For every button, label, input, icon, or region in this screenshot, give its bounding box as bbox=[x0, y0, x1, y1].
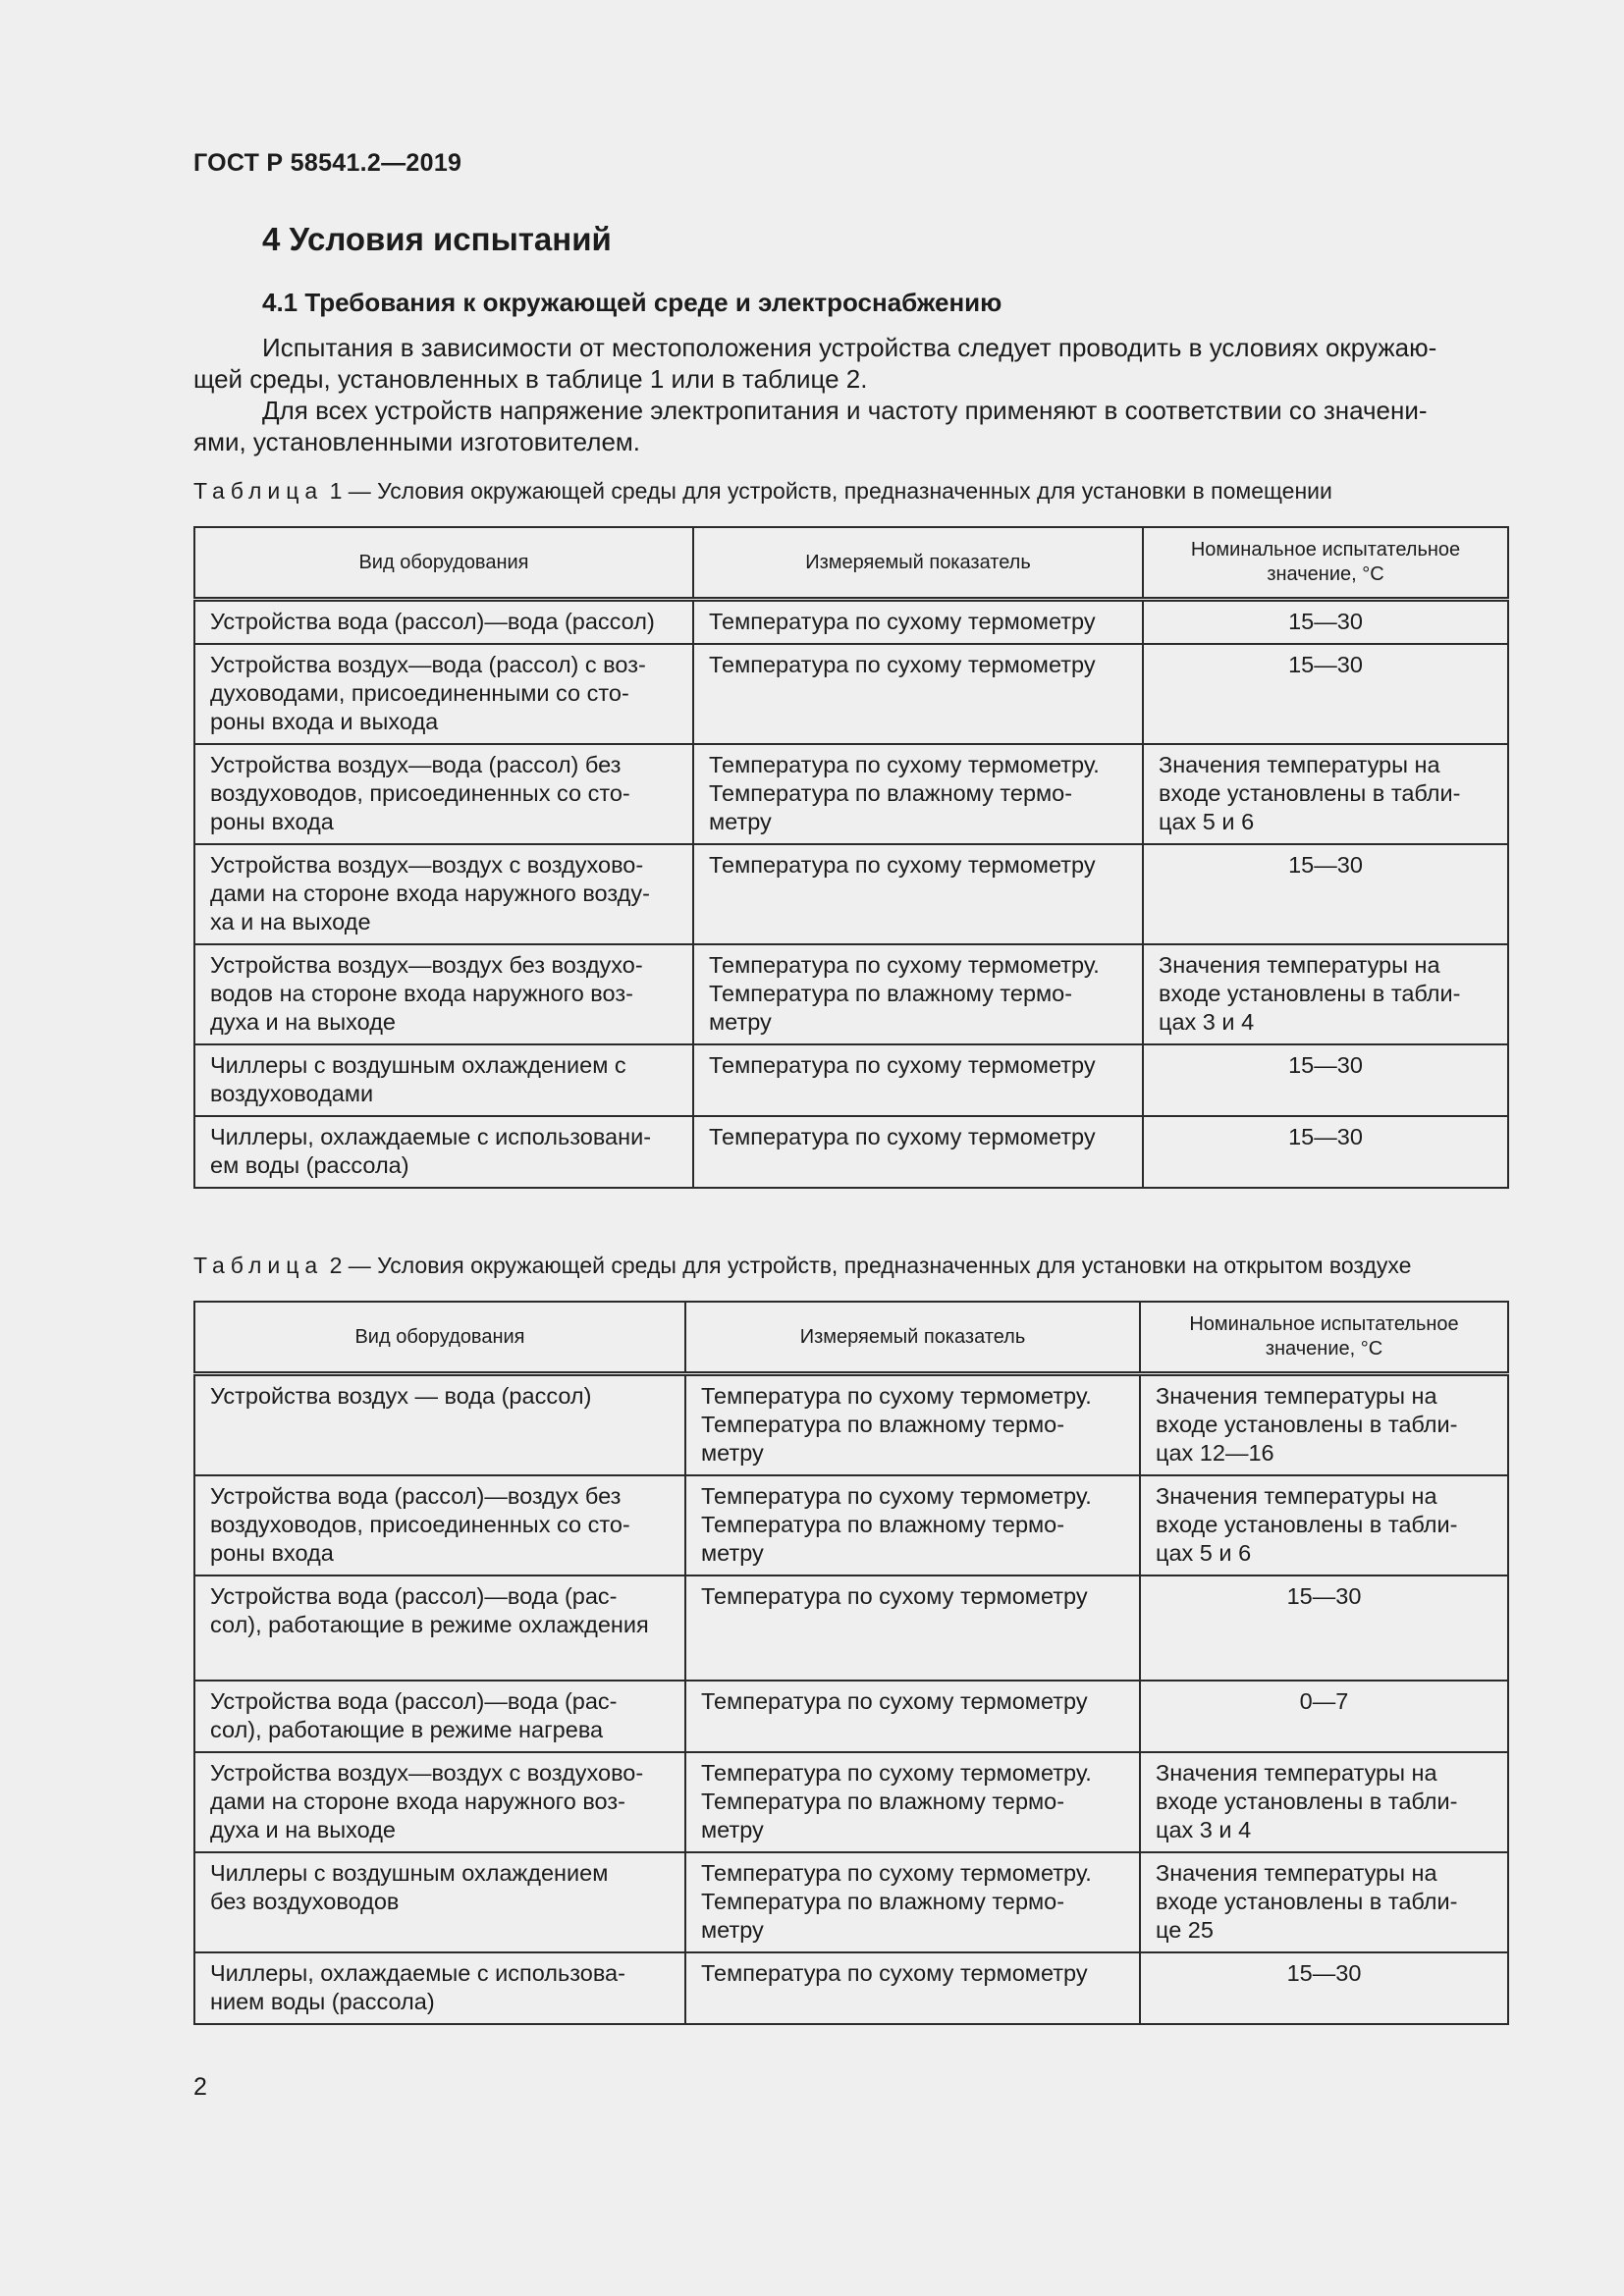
table-row bbox=[194, 1852, 1508, 1952]
equipment-cell bbox=[194, 1116, 693, 1188]
cell-line: 15—30 bbox=[1288, 852, 1363, 878]
paragraph-test-location bbox=[193, 332, 1507, 395]
cell-line: 15—30 bbox=[1288, 652, 1363, 677]
cell-line: метру bbox=[701, 1817, 764, 1842]
cell-line: Температура по влажному термо- bbox=[709, 780, 1073, 806]
cell-line: роны входа и выхода bbox=[210, 709, 439, 734]
paragraph-line: Для всех устройств напряжение электропитания и частоту применяют в соответствии со значени- bbox=[262, 396, 1428, 425]
table-row bbox=[194, 1681, 1508, 1752]
cell-line: метру bbox=[701, 1440, 764, 1466]
cell-line: метру bbox=[709, 809, 772, 834]
parameter-cell bbox=[693, 744, 1143, 844]
paragraph-line: щей среды, установленных в таблице 1 или в таблице 2. bbox=[193, 364, 868, 394]
document-code: ГОСТ Р 58541.2—2019 bbox=[193, 149, 462, 177]
equipment-cell bbox=[194, 1374, 685, 1476]
value-cell bbox=[1143, 944, 1508, 1044]
cell-line: входе установлены в табли- bbox=[1156, 1789, 1458, 1814]
cell-line: Температура по сухому термометру. bbox=[709, 952, 1100, 978]
cell-line: воздуховодами bbox=[210, 1081, 374, 1106]
cell-line: Температура по сухому термометру. bbox=[701, 1383, 1092, 1409]
parameter-cell bbox=[685, 1374, 1140, 1476]
cell-line: цах 5 и 6 bbox=[1156, 1540, 1252, 1566]
cell-line: дами на стороне входа наружного воз- bbox=[210, 1789, 625, 1814]
value-cell bbox=[1140, 1852, 1508, 1952]
cell-line: духа и на выходе bbox=[210, 1817, 396, 1842]
cell-line: 0—7 bbox=[1299, 1688, 1349, 1714]
cell-line: Чиллеры с воздушным охлаждением с bbox=[210, 1052, 626, 1078]
cell-line: Устройства воздух—воздух с воздухово- bbox=[210, 1760, 644, 1786]
equipment-cell bbox=[194, 844, 693, 944]
value-cell bbox=[1140, 1752, 1508, 1852]
cell-line: Устройства воздух—воздух с воздухово- bbox=[210, 852, 644, 878]
cell-line: Температура по сухому термометру bbox=[701, 1688, 1088, 1714]
table-label: Таблица bbox=[193, 478, 324, 504]
column-header-parameter: Измеряемый показатель bbox=[693, 527, 1143, 600]
equipment-cell bbox=[194, 1952, 685, 2024]
cell-line: цах 3 и 4 bbox=[1156, 1817, 1252, 1842]
cell-line: Температура по сухому термометру bbox=[709, 852, 1096, 878]
value-cell bbox=[1140, 1475, 1508, 1575]
cell-line: входе установлены в табли- bbox=[1156, 1889, 1458, 1914]
cell-line: 15—30 bbox=[1288, 1124, 1363, 1149]
value-cell bbox=[1140, 1952, 1508, 2024]
table-row bbox=[194, 1752, 1508, 1852]
cell-line: Температура по сухому термометру bbox=[709, 609, 1096, 634]
cell-line: духа и на выходе bbox=[210, 1009, 396, 1035]
table-label: Таблица bbox=[193, 1253, 324, 1278]
table2-caption bbox=[193, 1253, 1514, 1279]
table-row bbox=[194, 600, 1508, 645]
column-header-value: Номинальное испытательное значение, °С bbox=[1140, 1302, 1508, 1374]
cell-line: Температура по сухому термометру bbox=[709, 1124, 1096, 1149]
cell-line: входе установлены в табли- bbox=[1159, 780, 1461, 806]
cell-line: воздуховодов, присоединенных со сто- bbox=[210, 780, 630, 806]
cell-line: метру bbox=[701, 1917, 764, 1943]
parameter-cell bbox=[693, 944, 1143, 1044]
cell-line: Температура по сухому термометру. bbox=[709, 752, 1100, 777]
table2-outdoor-conditions bbox=[193, 1301, 1509, 2025]
cell-line: Температура по сухому термометру bbox=[709, 652, 1096, 677]
table-body bbox=[194, 1374, 1508, 2025]
parameter-cell bbox=[685, 1852, 1140, 1952]
cell-line: входе установлены в табли- bbox=[1156, 1412, 1458, 1437]
subsection-title: 4.1 Требования к окружающей среде и электроснабжению bbox=[262, 288, 1002, 317]
equipment-cell bbox=[194, 944, 693, 1044]
cell-line: дами на стороне входа наружного возду- bbox=[210, 881, 650, 906]
cell-line: Устройства вода (рассол)—вода (рас- bbox=[210, 1688, 618, 1714]
cell-line: Значения температуры на bbox=[1159, 952, 1440, 978]
equipment-cell bbox=[194, 1044, 693, 1116]
value-cell bbox=[1143, 844, 1508, 944]
parameter-cell bbox=[693, 644, 1143, 744]
equipment-cell bbox=[194, 1475, 685, 1575]
value-cell bbox=[1140, 1681, 1508, 1752]
table-header-row bbox=[194, 1302, 1508, 1374]
cell-line: Значения температуры на bbox=[1156, 1383, 1437, 1409]
equipment-cell bbox=[194, 1575, 685, 1681]
section-title: 4 Условия испытаний bbox=[262, 221, 612, 257]
column-header-parameter: Измеряемый показатель bbox=[685, 1302, 1140, 1374]
cell-line: 15—30 bbox=[1288, 1052, 1363, 1078]
table1-caption bbox=[193, 478, 1514, 505]
table-row bbox=[194, 944, 1508, 1044]
cell-line: Чиллеры с воздушным охлаждением bbox=[210, 1860, 609, 1886]
parameter-cell bbox=[693, 1116, 1143, 1188]
cell-line: без воздуховодов bbox=[210, 1889, 400, 1914]
value-cell bbox=[1143, 600, 1508, 645]
cell-line: Температура по сухому термометру. bbox=[701, 1860, 1092, 1886]
table-body bbox=[194, 600, 1508, 1189]
equipment-cell bbox=[194, 1852, 685, 1952]
column-header-equipment: Вид оборудования bbox=[194, 527, 693, 600]
cell-line: Температура по сухому термометру. bbox=[701, 1483, 1092, 1509]
cell-line: 15—30 bbox=[1286, 1960, 1362, 1986]
table-row bbox=[194, 1374, 1508, 1476]
equipment-cell bbox=[194, 1681, 685, 1752]
cell-line: Устройства воздух—вода (рассол) с воз- bbox=[210, 652, 646, 677]
column-header-value: Номинальное испытательное значение, °С bbox=[1143, 527, 1508, 600]
cell-line: Чиллеры, охлаждаемые с использова- bbox=[210, 1960, 625, 1986]
cell-line: Чиллеры, охлаждаемые с использовани- bbox=[210, 1124, 652, 1149]
table-row bbox=[194, 1044, 1508, 1116]
table-row bbox=[194, 844, 1508, 944]
cell-line: Температура по сухому термометру. bbox=[701, 1760, 1092, 1786]
value-cell bbox=[1140, 1374, 1508, 1476]
paragraph-line: ями, установленными изготовителем. bbox=[193, 427, 640, 456]
page-number: 2 bbox=[193, 2073, 207, 2101]
cell-line: Устройства вода (рассол)—воздух без bbox=[210, 1483, 622, 1509]
parameter-cell bbox=[685, 1475, 1140, 1575]
cell-line: Устройства вода (рассол)—вода (рассол) bbox=[210, 609, 655, 634]
parameter-cell bbox=[693, 844, 1143, 944]
cell-line: входе установлены в табли- bbox=[1156, 1512, 1458, 1537]
cell-line: ем воды (рассола) bbox=[210, 1152, 409, 1178]
cell-line: сол), работающие в режиме нагрева bbox=[210, 1717, 604, 1742]
value-cell bbox=[1143, 1044, 1508, 1116]
table-row bbox=[194, 1952, 1508, 2024]
cell-line: Температура по влажному термо- bbox=[701, 1789, 1065, 1814]
cell-line: Температура по влажному термо- bbox=[701, 1512, 1065, 1537]
cell-line: це 25 bbox=[1156, 1917, 1214, 1943]
equipment-cell bbox=[194, 600, 693, 645]
cell-line: Температура по влажному термо- bbox=[701, 1889, 1065, 1914]
cell-line: Значения температуры на bbox=[1156, 1860, 1437, 1886]
cell-line: Значения температуры на bbox=[1156, 1760, 1437, 1786]
table-row bbox=[194, 744, 1508, 844]
cell-line: сол), работающие в режиме охлаждения bbox=[210, 1612, 649, 1637]
parameter-cell bbox=[693, 600, 1143, 645]
cell-line: входе установлены в табли- bbox=[1159, 981, 1461, 1006]
column-header-equipment: Вид оборудования bbox=[194, 1302, 685, 1374]
cell-line: Температура по сухому термометру bbox=[701, 1960, 1088, 1986]
cell-line: Значения температуры на bbox=[1156, 1483, 1437, 1509]
cell-line: цах 3 и 4 bbox=[1159, 1009, 1255, 1035]
cell-line: 15—30 bbox=[1288, 609, 1363, 634]
cell-line: метру bbox=[701, 1540, 764, 1566]
value-cell bbox=[1140, 1575, 1508, 1681]
table-caption-text: 1 — Условия окружающей среды для устройств, предназначенных для установки в помещении bbox=[329, 478, 1332, 504]
value-cell bbox=[1143, 1116, 1508, 1188]
paragraph-power-supply bbox=[193, 395, 1507, 457]
cell-line: духоводами, присоединенными со сто- bbox=[210, 680, 629, 706]
table-header-row bbox=[194, 527, 1508, 600]
equipment-cell bbox=[194, 744, 693, 844]
cell-line: Устройства воздух—вода (рассол) без bbox=[210, 752, 622, 777]
parameter-cell bbox=[685, 1681, 1140, 1752]
table1-indoor-conditions bbox=[193, 526, 1509, 1189]
cell-line: Температура по влажному термо- bbox=[709, 981, 1073, 1006]
parameter-cell bbox=[685, 1952, 1140, 2024]
table-caption-text: 2 — Условия окружающей среды для устройств, предназначенных для установки на открытом воздухе bbox=[329, 1253, 1412, 1278]
cell-line: Значения температуры на bbox=[1159, 752, 1440, 777]
table-row bbox=[194, 1575, 1508, 1681]
cell-line: роны входа bbox=[210, 1540, 334, 1566]
cell-line: цах 12—16 bbox=[1156, 1440, 1274, 1466]
paragraph-line: Испытания в зависимости от местоположения устройства следует проводить в условиях окружаю- bbox=[262, 333, 1437, 362]
equipment-cell bbox=[194, 644, 693, 744]
table-row bbox=[194, 1475, 1508, 1575]
cell-line: Температура по влажному термо- bbox=[701, 1412, 1065, 1437]
cell-line: Устройства воздух — вода (рассол) bbox=[210, 1383, 592, 1409]
cell-line: Устройства воздух—воздух без воздухо- bbox=[210, 952, 643, 978]
table-row bbox=[194, 644, 1508, 744]
value-cell bbox=[1143, 744, 1508, 844]
cell-line: Температура по сухому термометру bbox=[701, 1583, 1088, 1609]
cell-line: роны входа bbox=[210, 809, 334, 834]
cell-line: 15—30 bbox=[1286, 1583, 1362, 1609]
cell-line: Температура по сухому термометру bbox=[709, 1052, 1096, 1078]
parameter-cell bbox=[685, 1575, 1140, 1681]
cell-line: метру bbox=[709, 1009, 772, 1035]
cell-line: ха и на выходе bbox=[210, 909, 371, 934]
equipment-cell bbox=[194, 1752, 685, 1852]
parameter-cell bbox=[685, 1752, 1140, 1852]
cell-line: водов на стороне входа наружного воз- bbox=[210, 981, 633, 1006]
cell-line: воздуховодов, присоединенных со сто- bbox=[210, 1512, 630, 1537]
value-cell bbox=[1143, 644, 1508, 744]
parameter-cell bbox=[693, 1044, 1143, 1116]
table-row bbox=[194, 1116, 1508, 1188]
cell-line: нием воды (рассола) bbox=[210, 1989, 435, 2014]
cell-line: цах 5 и 6 bbox=[1159, 809, 1255, 834]
cell-line: Устройства вода (рассол)—вода (рас- bbox=[210, 1583, 618, 1609]
